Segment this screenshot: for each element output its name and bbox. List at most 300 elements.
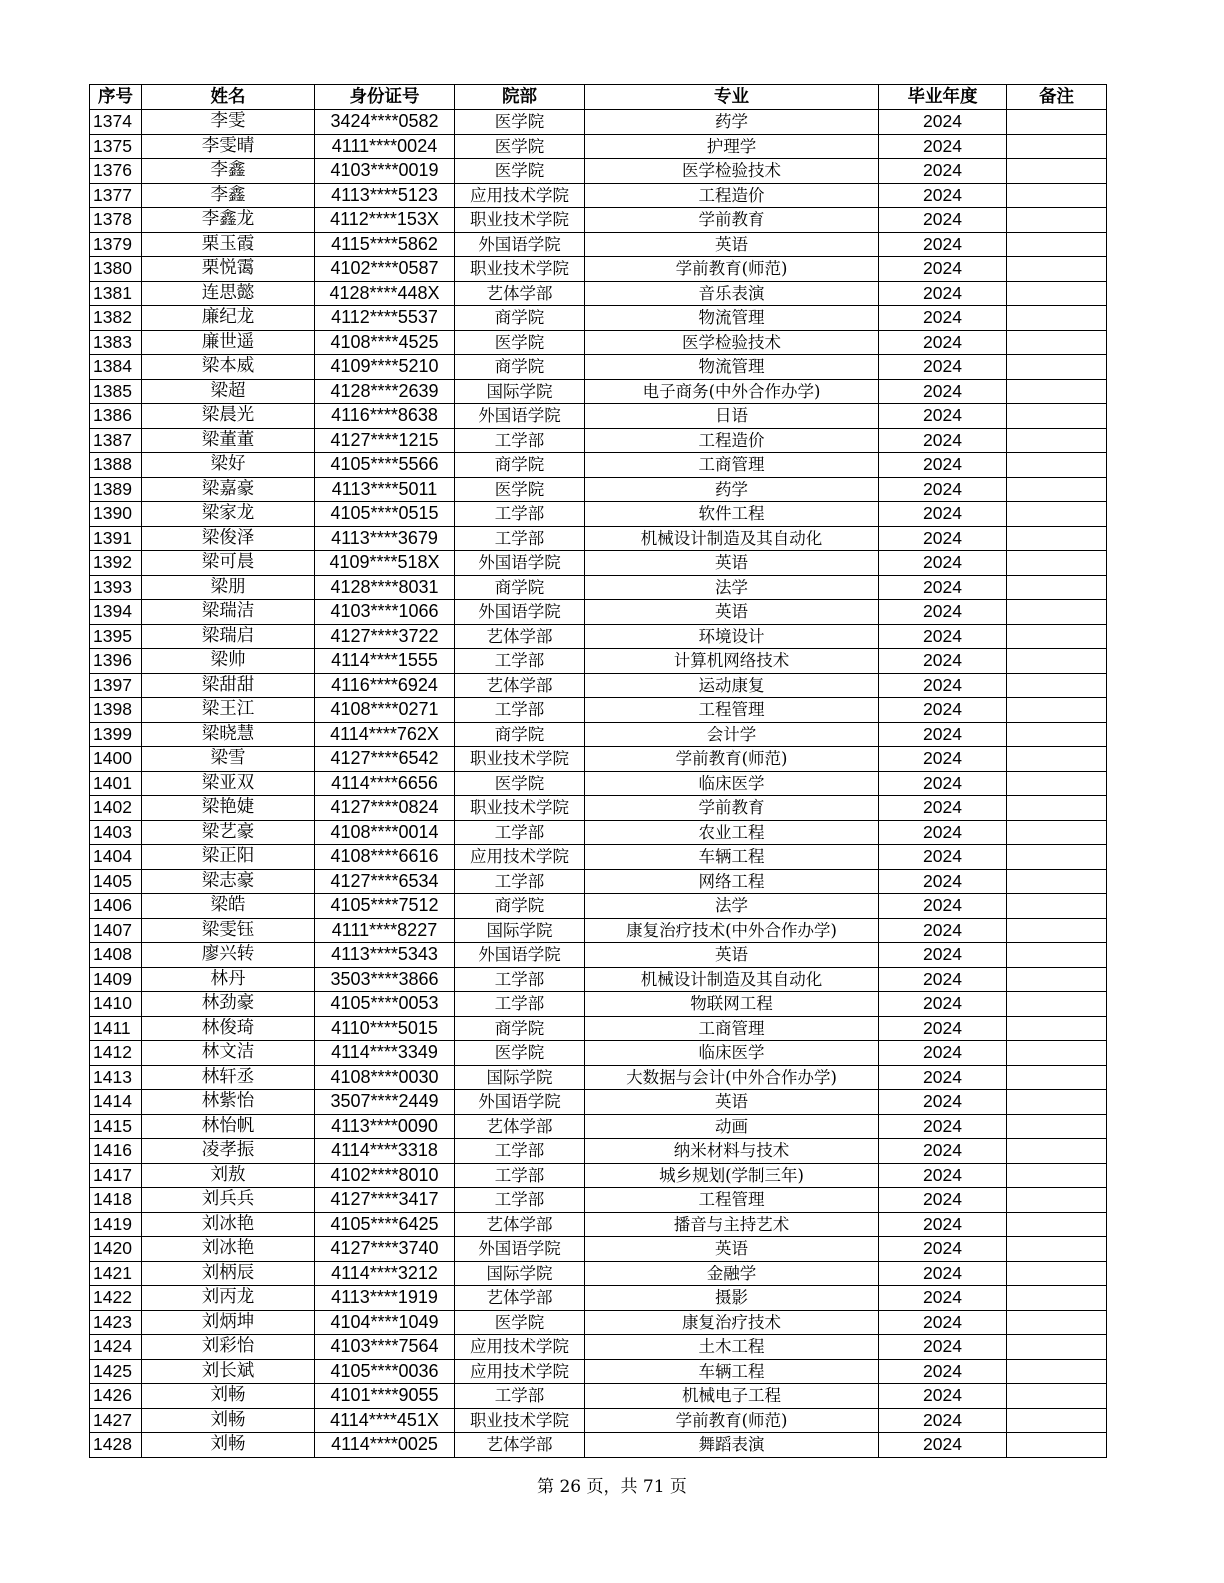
table-row <box>90 1359 1107 1384</box>
cell-seq: 1393 <box>90 575 142 600</box>
cell-department: 外国语学院 <box>455 1237 585 1262</box>
cell-major: 机械电子工程 <box>585 1384 879 1409</box>
cell-seq: 1380 <box>90 257 142 282</box>
cell-major: 康复治疗技术 <box>585 1310 879 1335</box>
cell-id-number: 4127****1215 <box>315 428 455 453</box>
cell-name: 栗玉霞 <box>142 232 315 257</box>
cell-graduation-year: 2024 <box>879 943 1007 968</box>
cell-note <box>1007 992 1107 1017</box>
table-row <box>90 502 1107 527</box>
cell-department: 医学院 <box>455 1041 585 1066</box>
table-row <box>90 257 1107 282</box>
cell-note <box>1007 1016 1107 1041</box>
cell-note <box>1007 575 1107 600</box>
cell-name: 林丹 <box>142 967 315 992</box>
cell-major: 计算机网络技术 <box>585 649 879 674</box>
cell-note <box>1007 1286 1107 1311</box>
cell-seq: 1395 <box>90 624 142 649</box>
cell-graduation-year: 2024 <box>879 281 1007 306</box>
header-note: 备注 <box>1007 85 1107 110</box>
cell-id-number: 4127****3740 <box>315 1237 455 1262</box>
cell-department: 工学部 <box>455 820 585 845</box>
cell-name: 廉纪龙 <box>142 306 315 331</box>
cell-graduation-year: 2024 <box>879 330 1007 355</box>
cell-note <box>1007 845 1107 870</box>
cell-name: 梁亚双 <box>142 771 315 796</box>
table-row <box>90 526 1107 551</box>
header-year: 毕业年度 <box>879 85 1007 110</box>
cell-name: 连思懿 <box>142 281 315 306</box>
cell-graduation-year: 2024 <box>879 649 1007 674</box>
cell-major: 工商管理 <box>585 453 879 478</box>
cell-department: 商学院 <box>455 575 585 600</box>
cell-name: 梁董董 <box>142 428 315 453</box>
cell-major: 学前教育(师范) <box>585 747 879 772</box>
cell-seq: 1379 <box>90 232 142 257</box>
cell-name: 李鑫 <box>142 183 315 208</box>
cell-id-number: 4109****5210 <box>315 355 455 380</box>
cell-department: 应用技术学院 <box>455 1359 585 1384</box>
cell-graduation-year: 2024 <box>879 869 1007 894</box>
cell-name: 刘冰艳 <box>142 1237 315 1262</box>
cell-major: 城乡规划(学制三年) <box>585 1163 879 1188</box>
cell-id-number: 4108****6616 <box>315 845 455 870</box>
cell-major: 舞蹈表演 <box>585 1433 879 1458</box>
cell-graduation-year: 2024 <box>879 1163 1007 1188</box>
cell-major: 农业工程 <box>585 820 879 845</box>
cell-graduation-year: 2024 <box>879 698 1007 723</box>
table-row <box>90 208 1107 233</box>
cell-major: 金融学 <box>585 1261 879 1286</box>
table-row <box>90 722 1107 747</box>
cell-id-number: 4114****1555 <box>315 649 455 674</box>
cell-major: 临床医学 <box>585 771 879 796</box>
cell-graduation-year: 2024 <box>879 1408 1007 1433</box>
table-row <box>90 404 1107 429</box>
cell-seq: 1403 <box>90 820 142 845</box>
cell-name: 梁俊泽 <box>142 526 315 551</box>
cell-department: 工学部 <box>455 1163 585 1188</box>
table-row <box>90 551 1107 576</box>
cell-department: 商学院 <box>455 306 585 331</box>
cell-major: 工商管理 <box>585 1016 879 1041</box>
cell-major: 车辆工程 <box>585 1359 879 1384</box>
cell-name: 李鑫龙 <box>142 208 315 233</box>
cell-id-number: 3507****2449 <box>315 1090 455 1115</box>
table-row <box>90 918 1107 943</box>
table-row <box>90 232 1107 257</box>
cell-seq: 1422 <box>90 1286 142 1311</box>
cell-graduation-year: 2024 <box>879 1041 1007 1066</box>
cell-seq: 1402 <box>90 796 142 821</box>
table-row <box>90 820 1107 845</box>
cell-name: 梁志豪 <box>142 869 315 894</box>
cell-seq: 1421 <box>90 1261 142 1286</box>
cell-major: 环境设计 <box>585 624 879 649</box>
cell-major: 软件工程 <box>585 502 879 527</box>
cell-note <box>1007 1310 1107 1335</box>
cell-note <box>1007 183 1107 208</box>
cell-major: 学前教育(师范) <box>585 1408 879 1433</box>
cell-name: 刘敖 <box>142 1163 315 1188</box>
cell-major: 英语 <box>585 600 879 625</box>
cell-note <box>1007 134 1107 159</box>
cell-graduation-year: 2024 <box>879 1188 1007 1213</box>
cell-major: 护理学 <box>585 134 879 159</box>
cell-graduation-year: 2024 <box>879 1261 1007 1286</box>
cell-note <box>1007 918 1107 943</box>
cell-name: 梁超 <box>142 379 315 404</box>
cell-note <box>1007 404 1107 429</box>
cell-note <box>1007 355 1107 380</box>
cell-seq: 1408 <box>90 943 142 968</box>
cell-major: 物联网工程 <box>585 992 879 1017</box>
cell-name: 刘丙龙 <box>142 1286 315 1311</box>
cell-name: 林怡帆 <box>142 1114 315 1139</box>
cell-department: 国际学院 <box>455 918 585 943</box>
cell-graduation-year: 2024 <box>879 1433 1007 1458</box>
table-row <box>90 1310 1107 1335</box>
cell-graduation-year: 2024 <box>879 526 1007 551</box>
cell-name: 林轩丞 <box>142 1065 315 1090</box>
cell-department: 外国语学院 <box>455 943 585 968</box>
cell-department: 医学院 <box>455 1310 585 1335</box>
cell-graduation-year: 2024 <box>879 379 1007 404</box>
cell-seq: 1400 <box>90 747 142 772</box>
cell-department: 艺体学部 <box>455 1212 585 1237</box>
cell-note <box>1007 232 1107 257</box>
cell-major: 工程管理 <box>585 698 879 723</box>
cell-id-number: 4127****3722 <box>315 624 455 649</box>
cell-graduation-year: 2024 <box>879 845 1007 870</box>
cell-graduation-year: 2024 <box>879 110 1007 135</box>
cell-name: 梁王江 <box>142 698 315 723</box>
cell-department: 医学院 <box>455 110 585 135</box>
cell-id-number: 4105****7512 <box>315 894 455 919</box>
cell-id-number: 4127****6534 <box>315 869 455 894</box>
cell-seq: 1424 <box>90 1335 142 1360</box>
cell-graduation-year: 2024 <box>879 918 1007 943</box>
cell-id-number: 4113****0090 <box>315 1114 455 1139</box>
cell-graduation-year: 2024 <box>879 208 1007 233</box>
header-id: 身份证号 <box>315 85 455 110</box>
table-row <box>90 1114 1107 1139</box>
cell-seq: 1423 <box>90 1310 142 1335</box>
cell-note <box>1007 1114 1107 1139</box>
cell-name: 梁雯钰 <box>142 918 315 943</box>
cell-graduation-year: 2024 <box>879 1335 1007 1360</box>
cell-seq: 1409 <box>90 967 142 992</box>
cell-seq: 1426 <box>90 1384 142 1409</box>
cell-major: 药学 <box>585 110 879 135</box>
cell-seq: 1412 <box>90 1041 142 1066</box>
cell-seq: 1427 <box>90 1408 142 1433</box>
cell-department: 应用技术学院 <box>455 183 585 208</box>
cell-department: 医学院 <box>455 330 585 355</box>
cell-id-number: 4105****6425 <box>315 1212 455 1237</box>
cell-name: 梁雪 <box>142 747 315 772</box>
cell-note <box>1007 1041 1107 1066</box>
cell-department: 商学院 <box>455 355 585 380</box>
cell-department: 职业技术学院 <box>455 1408 585 1433</box>
cell-id-number: 4104****1049 <box>315 1310 455 1335</box>
cell-major: 英语 <box>585 1237 879 1262</box>
cell-department: 艺体学部 <box>455 1286 585 1311</box>
cell-department: 艺体学部 <box>455 1114 585 1139</box>
table-row <box>90 771 1107 796</box>
table-row <box>90 1408 1107 1433</box>
table-row <box>90 575 1107 600</box>
table-row <box>90 1065 1107 1090</box>
cell-major: 音乐表演 <box>585 281 879 306</box>
cell-name: 梁可晨 <box>142 551 315 576</box>
cell-department: 工学部 <box>455 992 585 1017</box>
cell-note <box>1007 379 1107 404</box>
cell-id-number: 4102****0587 <box>315 257 455 282</box>
cell-graduation-year: 2024 <box>879 428 1007 453</box>
cell-department: 商学院 <box>455 722 585 747</box>
cell-seq: 1384 <box>90 355 142 380</box>
cell-note <box>1007 869 1107 894</box>
cell-department: 医学院 <box>455 771 585 796</box>
table-row <box>90 1433 1107 1458</box>
cell-note <box>1007 208 1107 233</box>
cell-name: 刘柄辰 <box>142 1261 315 1286</box>
table-row <box>90 992 1107 1017</box>
table-row <box>90 943 1107 968</box>
cell-note <box>1007 1237 1107 1262</box>
cell-seq: 1417 <box>90 1163 142 1188</box>
cell-seq: 1405 <box>90 869 142 894</box>
cell-id-number: 4108****0014 <box>315 820 455 845</box>
cell-graduation-year: 2024 <box>879 134 1007 159</box>
cell-id-number: 4114****6656 <box>315 771 455 796</box>
page-footer: 第 26 页，共 71 页 <box>537 1477 687 1497</box>
cell-graduation-year: 2024 <box>879 502 1007 527</box>
cell-seq: 1378 <box>90 208 142 233</box>
cell-seq: 1414 <box>90 1090 142 1115</box>
cell-id-number: 4108****0271 <box>315 698 455 723</box>
cell-department: 商学院 <box>455 453 585 478</box>
cell-name: 梁本威 <box>142 355 315 380</box>
cell-name: 梁甜甜 <box>142 673 315 698</box>
table-row <box>90 159 1107 184</box>
cell-major: 法学 <box>585 894 879 919</box>
cell-major: 大数据与会计(中外合作办学) <box>585 1065 879 1090</box>
cell-note <box>1007 1335 1107 1360</box>
cell-name: 梁帅 <box>142 649 315 674</box>
cell-name: 梁家龙 <box>142 502 315 527</box>
cell-department: 工学部 <box>455 698 585 723</box>
cell-graduation-year: 2024 <box>879 796 1007 821</box>
cell-note <box>1007 796 1107 821</box>
cell-note <box>1007 281 1107 306</box>
cell-note <box>1007 698 1107 723</box>
cell-department: 商学院 <box>455 1016 585 1041</box>
cell-name: 梁晓慧 <box>142 722 315 747</box>
cell-department: 应用技术学院 <box>455 1335 585 1360</box>
cell-graduation-year: 2024 <box>879 624 1007 649</box>
cell-department: 工学部 <box>455 1139 585 1164</box>
table-row <box>90 134 1107 159</box>
cell-seq: 1428 <box>90 1433 142 1458</box>
cell-note <box>1007 820 1107 845</box>
cell-note <box>1007 1090 1107 1115</box>
cell-department: 外国语学院 <box>455 404 585 429</box>
header-major: 专业 <box>585 85 879 110</box>
cell-id-number: 4114****451X <box>315 1408 455 1433</box>
cell-id-number: 4114****3212 <box>315 1261 455 1286</box>
cell-department: 艺体学部 <box>455 281 585 306</box>
cell-note <box>1007 722 1107 747</box>
cell-department: 工学部 <box>455 428 585 453</box>
cell-name: 李鑫 <box>142 159 315 184</box>
table-row <box>90 477 1107 502</box>
cell-seq: 1375 <box>90 134 142 159</box>
cell-name: 刘兵兵 <box>142 1188 315 1213</box>
cell-note <box>1007 771 1107 796</box>
cell-name: 刘彩怡 <box>142 1335 315 1360</box>
table-row <box>90 698 1107 723</box>
table-row <box>90 355 1107 380</box>
table-row <box>90 1016 1107 1041</box>
cell-name: 梁瑞洁 <box>142 600 315 625</box>
cell-seq: 1385 <box>90 379 142 404</box>
cell-id-number: 4113****3679 <box>315 526 455 551</box>
cell-major: 会计学 <box>585 722 879 747</box>
cell-graduation-year: 2024 <box>879 159 1007 184</box>
cell-graduation-year: 2024 <box>879 992 1007 1017</box>
cell-graduation-year: 2024 <box>879 477 1007 502</box>
table-row <box>90 747 1107 772</box>
cell-seq: 1394 <box>90 600 142 625</box>
cell-department: 工学部 <box>455 502 585 527</box>
cell-name: 梁艳婕 <box>142 796 315 821</box>
cell-major: 学前教育(师范) <box>585 257 879 282</box>
cell-seq: 1390 <box>90 502 142 527</box>
cell-id-number: 4103****7564 <box>315 1335 455 1360</box>
cell-name: 刘畅 <box>142 1384 315 1409</box>
cell-name: 李雯晴 <box>142 134 315 159</box>
cell-graduation-year: 2024 <box>879 747 1007 772</box>
cell-id-number: 4114****3349 <box>315 1041 455 1066</box>
cell-graduation-year: 2024 <box>879 1237 1007 1262</box>
cell-id-number: 4127****3417 <box>315 1188 455 1213</box>
cell-id-number: 4110****5015 <box>315 1016 455 1041</box>
cell-seq: 1420 <box>90 1237 142 1262</box>
cell-major: 机械设计制造及其自动化 <box>585 967 879 992</box>
cell-id-number: 4108****0030 <box>315 1065 455 1090</box>
cell-seq: 1401 <box>90 771 142 796</box>
cell-note <box>1007 600 1107 625</box>
cell-note <box>1007 428 1107 453</box>
cell-name: 梁正阳 <box>142 845 315 870</box>
cell-name: 梁瑞启 <box>142 624 315 649</box>
cell-id-number: 4109****518X <box>315 551 455 576</box>
cell-graduation-year: 2024 <box>879 673 1007 698</box>
cell-note <box>1007 1408 1107 1433</box>
cell-name: 刘冰艳 <box>142 1212 315 1237</box>
cell-id-number: 4113****1919 <box>315 1286 455 1311</box>
cell-note <box>1007 110 1107 135</box>
cell-id-number: 4128****448X <box>315 281 455 306</box>
cell-seq: 1410 <box>90 992 142 1017</box>
cell-name: 刘畅 <box>142 1408 315 1433</box>
cell-name: 林俊琦 <box>142 1016 315 1041</box>
cell-major: 英语 <box>585 232 879 257</box>
cell-major: 英语 <box>585 943 879 968</box>
cell-seq: 1381 <box>90 281 142 306</box>
cell-department: 艺体学部 <box>455 1433 585 1458</box>
cell-note <box>1007 747 1107 772</box>
cell-id-number: 4108****4525 <box>315 330 455 355</box>
cell-seq: 1377 <box>90 183 142 208</box>
cell-id-number: 4113****5343 <box>315 943 455 968</box>
cell-note <box>1007 1188 1107 1213</box>
cell-name: 梁好 <box>142 453 315 478</box>
cell-department: 职业技术学院 <box>455 257 585 282</box>
cell-note <box>1007 1212 1107 1237</box>
table-row <box>90 1335 1107 1360</box>
cell-id-number: 4128****8031 <box>315 575 455 600</box>
table-row <box>90 1237 1107 1262</box>
table-row <box>90 649 1107 674</box>
cell-graduation-year: 2024 <box>879 600 1007 625</box>
cell-seq: 1386 <box>90 404 142 429</box>
table-row <box>90 183 1107 208</box>
table-row <box>90 1384 1107 1409</box>
cell-name: 刘畅 <box>142 1433 315 1458</box>
table-row <box>90 624 1107 649</box>
cell-graduation-year: 2024 <box>879 820 1007 845</box>
table-row <box>90 1286 1107 1311</box>
cell-department: 外国语学院 <box>455 1090 585 1115</box>
cell-id-number: 4115****5862 <box>315 232 455 257</box>
cell-name: 梁晨光 <box>142 404 315 429</box>
cell-graduation-year: 2024 <box>879 257 1007 282</box>
cell-note <box>1007 526 1107 551</box>
cell-major: 学前教育 <box>585 796 879 821</box>
cell-name: 刘炳坤 <box>142 1310 315 1335</box>
cell-graduation-year: 2024 <box>879 1286 1007 1311</box>
cell-department: 医学院 <box>455 159 585 184</box>
table-row <box>90 330 1107 355</box>
cell-seq: 1376 <box>90 159 142 184</box>
cell-seq: 1407 <box>90 918 142 943</box>
cell-graduation-year: 2024 <box>879 551 1007 576</box>
cell-seq: 1425 <box>90 1359 142 1384</box>
table-row <box>90 281 1107 306</box>
cell-major: 药学 <box>585 477 879 502</box>
cell-id-number: 4114****762X <box>315 722 455 747</box>
cell-note <box>1007 1359 1107 1384</box>
cell-major: 动画 <box>585 1114 879 1139</box>
cell-major: 医学检验技术 <box>585 330 879 355</box>
cell-note <box>1007 1261 1107 1286</box>
cell-department: 国际学院 <box>455 1261 585 1286</box>
cell-department: 外国语学院 <box>455 551 585 576</box>
cell-seq: 1418 <box>90 1188 142 1213</box>
cell-name: 廉世遥 <box>142 330 315 355</box>
cell-graduation-year: 2024 <box>879 404 1007 429</box>
cell-id-number: 4114****3318 <box>315 1139 455 1164</box>
cell-department: 艺体学部 <box>455 624 585 649</box>
cell-note <box>1007 330 1107 355</box>
cell-major: 纳米材料与技术 <box>585 1139 879 1164</box>
cell-seq: 1387 <box>90 428 142 453</box>
cell-seq: 1415 <box>90 1114 142 1139</box>
cell-department: 国际学院 <box>455 1065 585 1090</box>
